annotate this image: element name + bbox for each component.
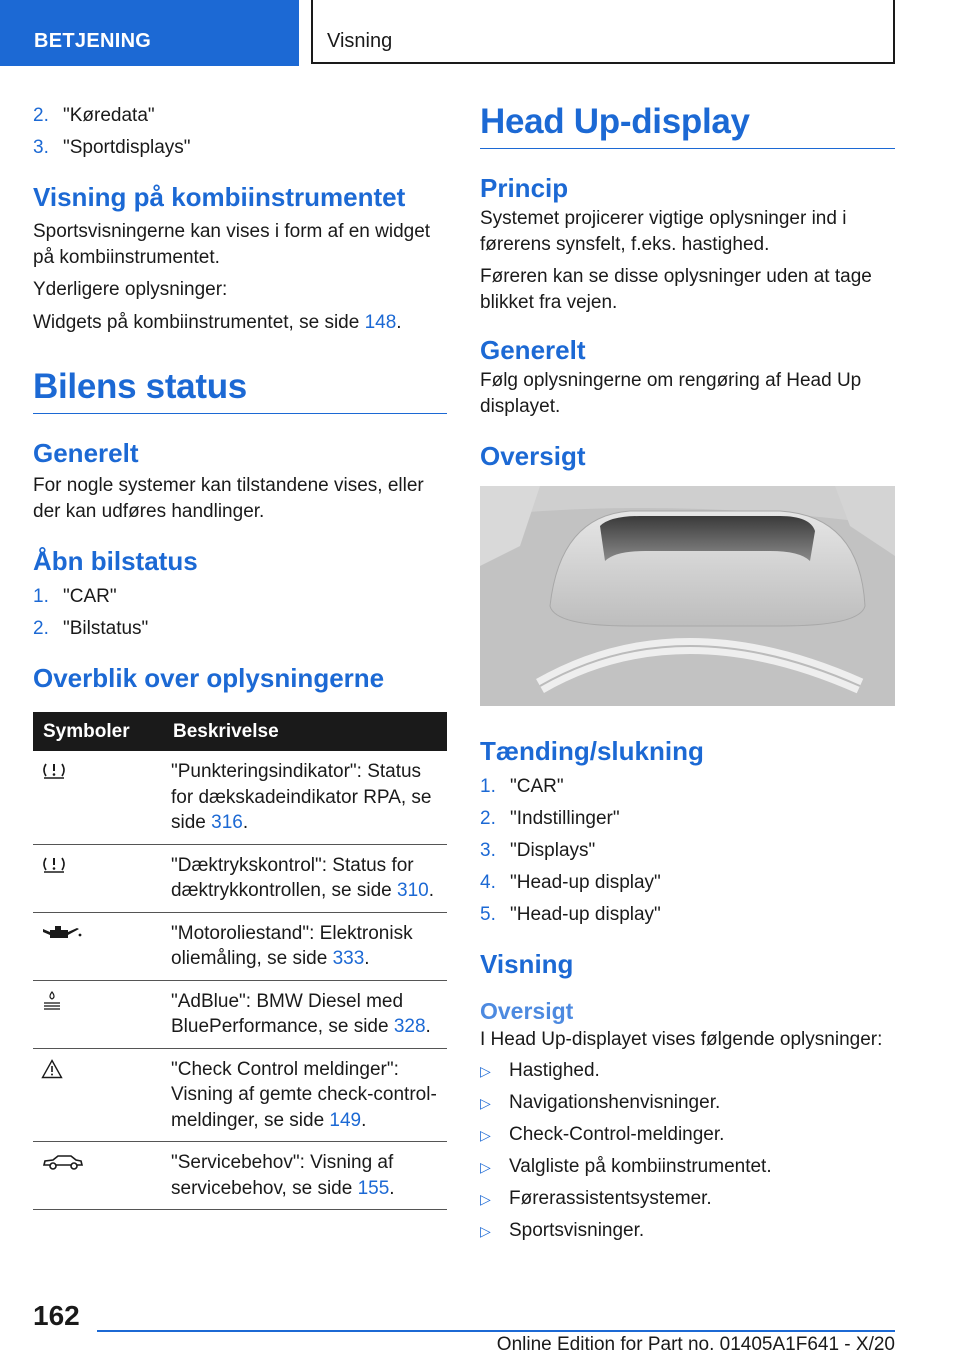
heading-princip: Princip: [480, 173, 569, 203]
footer-divider: [97, 1330, 895, 1332]
triangle-bullet-icon: ▷: [480, 1158, 491, 1175]
page-link[interactable]: 328: [393, 1016, 426, 1037]
table-row: "Dæktrykskontrol": Status for dæktrykkontrollen, se side 310.: [33, 844, 447, 912]
list-item: ▷ Førerassistentsystemer.: [480, 1183, 895, 1215]
right-column: [480, 100, 895, 1247]
steps-list-taend: [480, 771, 895, 931]
tire-pressure-warning-icon: [41, 855, 67, 873]
heading-overblik: Overblik over oplysningerne: [33, 663, 385, 693]
paragraph: I Head Up-displayet vises følgende oplysninger:: [480, 1029, 883, 1050]
list-item: 1. "CAR": [480, 776, 564, 797]
table-row: "Punkteringsindikator": Status for dækskadeindikator RPA, se side 316.: [33, 751, 447, 844]
paragraph: Følg oplysningerne om rengøring af Head Up displayet.: [480, 370, 862, 417]
edition-note: Online Edition for Part no. 01405A1F641 - X/20: [496, 1334, 895, 1355]
oil-can-icon: [41, 923, 83, 943]
symbols-table: [33, 712, 447, 1210]
heading-oversigt: Oversigt: [480, 441, 586, 471]
heading-generelt: Generelt: [33, 438, 139, 468]
list-item: ▷ Sportsvisninger.: [480, 1215, 895, 1247]
page-link[interactable]: 316: [211, 812, 243, 833]
list-item: ▷ Check-Control-meldinger.: [480, 1119, 895, 1151]
paragraph: For nogle systemer kan tilstandene vises, eller der kan udføres handlinger.: [33, 475, 424, 522]
list-item: 4. "Head-up display": [480, 872, 661, 893]
list-item: 5. "Head-up display": [480, 904, 661, 925]
heading-generelt-hud: Generelt: [480, 335, 586, 365]
bullet-list: [480, 1055, 895, 1247]
table-header: Symboler: [33, 712, 171, 751]
heading-bilens-status: Bilens status: [33, 367, 447, 414]
triangle-bullet-icon: ▷: [480, 1062, 491, 1079]
list-item: ▷ Navigationshenvisninger.: [480, 1087, 895, 1119]
list-item: 3. "Sportdisplays": [33, 137, 191, 158]
tire-pressure-warning-icon: [41, 761, 67, 779]
list-item: 2. "Indstillinger": [480, 808, 620, 829]
page-link[interactable]: 148: [364, 311, 397, 333]
list-item: ▷ Hastighed.: [480, 1055, 895, 1087]
page-link[interactable]: 333: [332, 948, 365, 969]
heading-aabn-bilstatus: Åbn bilstatus: [33, 546, 198, 576]
heading-kombi: Visning på kombiinstrumentet: [33, 182, 406, 212]
list-item: ▷ Valgliste på kombiinstrumentet.: [480, 1151, 895, 1183]
table-row: "AdBlue": BMW Diesel med BluePerformance, se side 328.: [33, 980, 447, 1048]
heading-head-up-display: Head Up-display: [480, 102, 895, 149]
list-item: 2. "Køredata": [33, 105, 155, 126]
page-link[interactable]: 155: [357, 1177, 390, 1199]
paragraph: Yderligere oplysninger:: [33, 279, 228, 300]
adblue-icon: [41, 991, 63, 1011]
triangle-bullet-icon: ▷: [480, 1126, 491, 1143]
paragraph: Sportsvisningerne kan vises i form af en widget på kombiinstrumentet.: [33, 221, 431, 268]
paragraph: Føreren kan se disse oplysninger uden at tage blikket fra vejen.: [480, 266, 872, 313]
triangle-bullet-icon: ▷: [480, 1222, 491, 1239]
table-row: "Servicebehov": Visning af servicebehov, se side 155.: [33, 1142, 447, 1210]
car-service-icon: [41, 1152, 85, 1172]
dashboard-illustration: [480, 486, 895, 706]
table-header: Beskrivelse: [171, 712, 447, 751]
list-item: 2. "Bilstatus": [33, 618, 149, 639]
table-row: "Check Control meldinger": Visning af gemte check-control-meldinger, se side 149.: [33, 1048, 447, 1142]
list-item: 3. "Displays": [480, 840, 596, 861]
steps-list-top: [33, 100, 447, 164]
paragraph: Systemet projicerer vigtige oplysninger ind i førerens synsfelt, f.eks. hastighed.: [480, 208, 847, 255]
topic-tab: Visning: [311, 0, 895, 64]
warning-triangle-icon: [41, 1059, 63, 1079]
page-number: 162: [33, 1300, 80, 1331]
triangle-bullet-icon: ▷: [480, 1190, 491, 1207]
table-header-row: [33, 712, 447, 751]
page-link[interactable]: 310: [397, 880, 429, 901]
subheading-oversigt: Oversigt: [480, 998, 574, 1024]
triangle-bullet-icon: ▷: [480, 1094, 491, 1111]
left-column: [33, 100, 447, 1210]
paragraph: Widgets på kombiinstrumentet, se side 148.: [33, 311, 402, 333]
head-up-display-photo: [480, 486, 895, 706]
page-link[interactable]: 149: [329, 1109, 362, 1131]
list-item: 1. "CAR": [33, 586, 117, 607]
table-row: "Motoroliestand": Elektronisk oliemåling, se side 333.: [33, 912, 447, 980]
section-tab: BETJENING: [0, 0, 299, 66]
steps-list-aabn: [33, 581, 447, 645]
heading-taending-slukning: Tænding/slukning: [480, 736, 704, 766]
heading-visning: Visning: [480, 949, 574, 979]
